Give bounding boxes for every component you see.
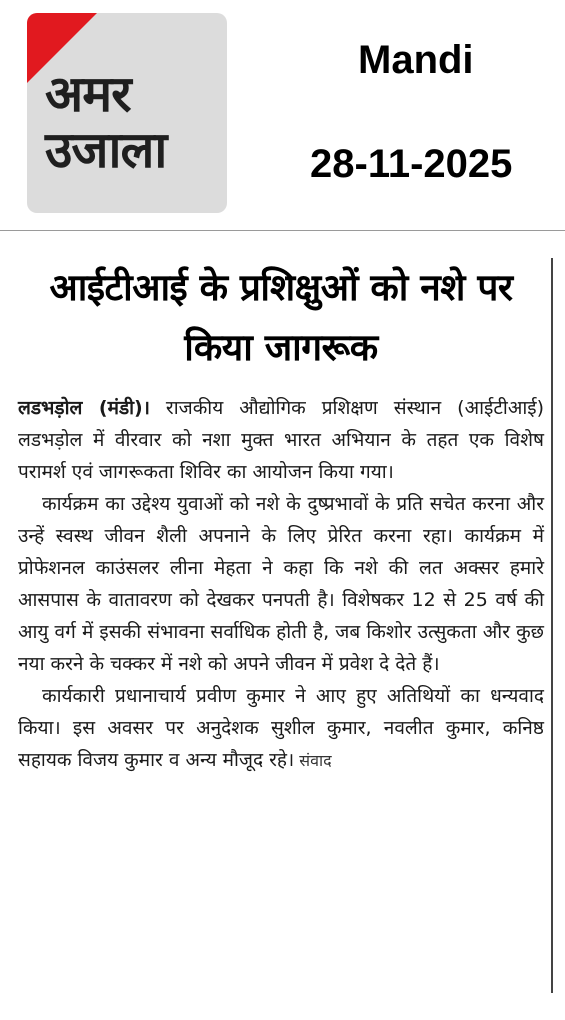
- paragraph-1: [18, 392, 544, 488]
- article-dateline: लडभड़ोल (मंडी)।: [18, 397, 150, 419]
- paragraph-3: [18, 680, 544, 777]
- article-credit: संवाद: [294, 751, 332, 770]
- header-separator: [0, 230, 565, 231]
- paragraph-3-text: कार्यकारी प्रधानाचार्य प्रवीण कुमार ने आए हुए अतिथियों का धन्यवाद किया। इस अवसर पर अनुदेशक सुशील कुमार, नवलीत कुमार, कनिष्ठ सहायक विजय कुमार व अन्य मौजूद रहे।: [18, 685, 544, 771]
- news-article: [18, 258, 544, 777]
- edition-city: Mandi: [358, 38, 474, 82]
- logo-text-line2: उजाला: [45, 121, 167, 179]
- logo-text-line1: अमर: [45, 65, 131, 123]
- article-body: [18, 392, 544, 777]
- paragraph-1-text: राजकीय औद्योगिक प्रशिक्षण संस्थान (आईटीआई) लडभड़ोल में वीरवार को नशा मुक्त भारत अभियान के तहत एक विशेष परामर्श एवं जागरूकता शिविर का आयोजन किया गया।: [18, 397, 544, 483]
- column-rule: [551, 258, 553, 993]
- edition-date: 28-11-2025: [310, 142, 513, 186]
- amar-ujala-logo: [27, 13, 227, 213]
- paragraph-2: कार्यक्रम का उद्देश्य युवाओं को नशे के दुष्प्रभावों के प्रति सचेत करना और उन्हें स्वस्थ जीवन शैली अपनाने के लिए प्रेरित करना रहा। कार्यक्रम में प्रोफेशनल काउंसलर लीना मेहता ने कहा कि नशे की लत अक्सर हमारे आसपास के वातावरण को देखकर पनपती है। विशेषकर 12 से 25 वर्ष की आयु वर्ग में इसकी संभावना सर्वाधिक होती है, जब किशोर उत्सुकता और कुछ नया करने के चक्कर में नशे को अपने जीवन में प्रवेश दे देते हैं।: [18, 493, 544, 675]
- article-headline: आईटीआई के प्रशिक्षुओं को नशे पर किया जागरूक: [49, 266, 513, 369]
